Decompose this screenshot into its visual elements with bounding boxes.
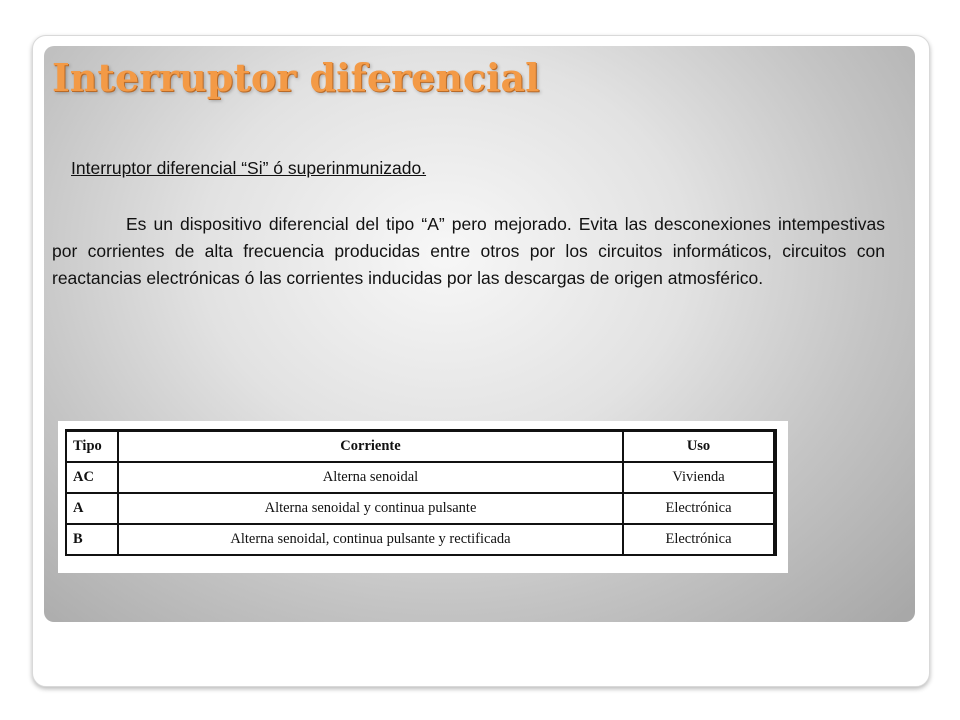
cell-uso: Electrónica [623, 493, 775, 524]
cell-tipo: AC [66, 462, 118, 493]
slide-subtitle: Interruptor diferencial “Si” ó superinmunizado. [71, 158, 427, 178]
header-uso: Uso [623, 431, 775, 462]
table-row [66, 524, 775, 555]
cell-tipo: B [66, 524, 118, 555]
cell-corriente: Alterna senoidal [118, 462, 623, 493]
cell-uso: Electrónica [623, 524, 775, 555]
slide-title: Interruptor diferencial [52, 55, 540, 100]
body-paragraph: Es un dispositivo diferencial del tipo “A” pero mejorado. Evita las desconexiones intempestivas por corrientes de alta frecuencia producidas entre otros por los circuitos informáticos, circuitos con reactancias electrónicas ó las corrientes inducidas por las descargas de origen atmosférico. [52, 214, 885, 288]
types-table [65, 429, 777, 556]
content-panel [44, 46, 915, 622]
header-tipo: Tipo [66, 431, 118, 462]
cell-tipo: A [66, 493, 118, 524]
cell-uso: Vivienda [623, 462, 775, 493]
cell-corriente: Alterna senoidal y continua pulsante [118, 493, 623, 524]
cell-corriente: Alterna senoidal, continua pulsante y rectificada [118, 524, 623, 555]
table-image-box [58, 421, 788, 573]
table-header-row [66, 431, 775, 462]
header-corriente: Corriente [118, 431, 623, 462]
table-row [66, 462, 775, 493]
table-row [66, 493, 775, 524]
